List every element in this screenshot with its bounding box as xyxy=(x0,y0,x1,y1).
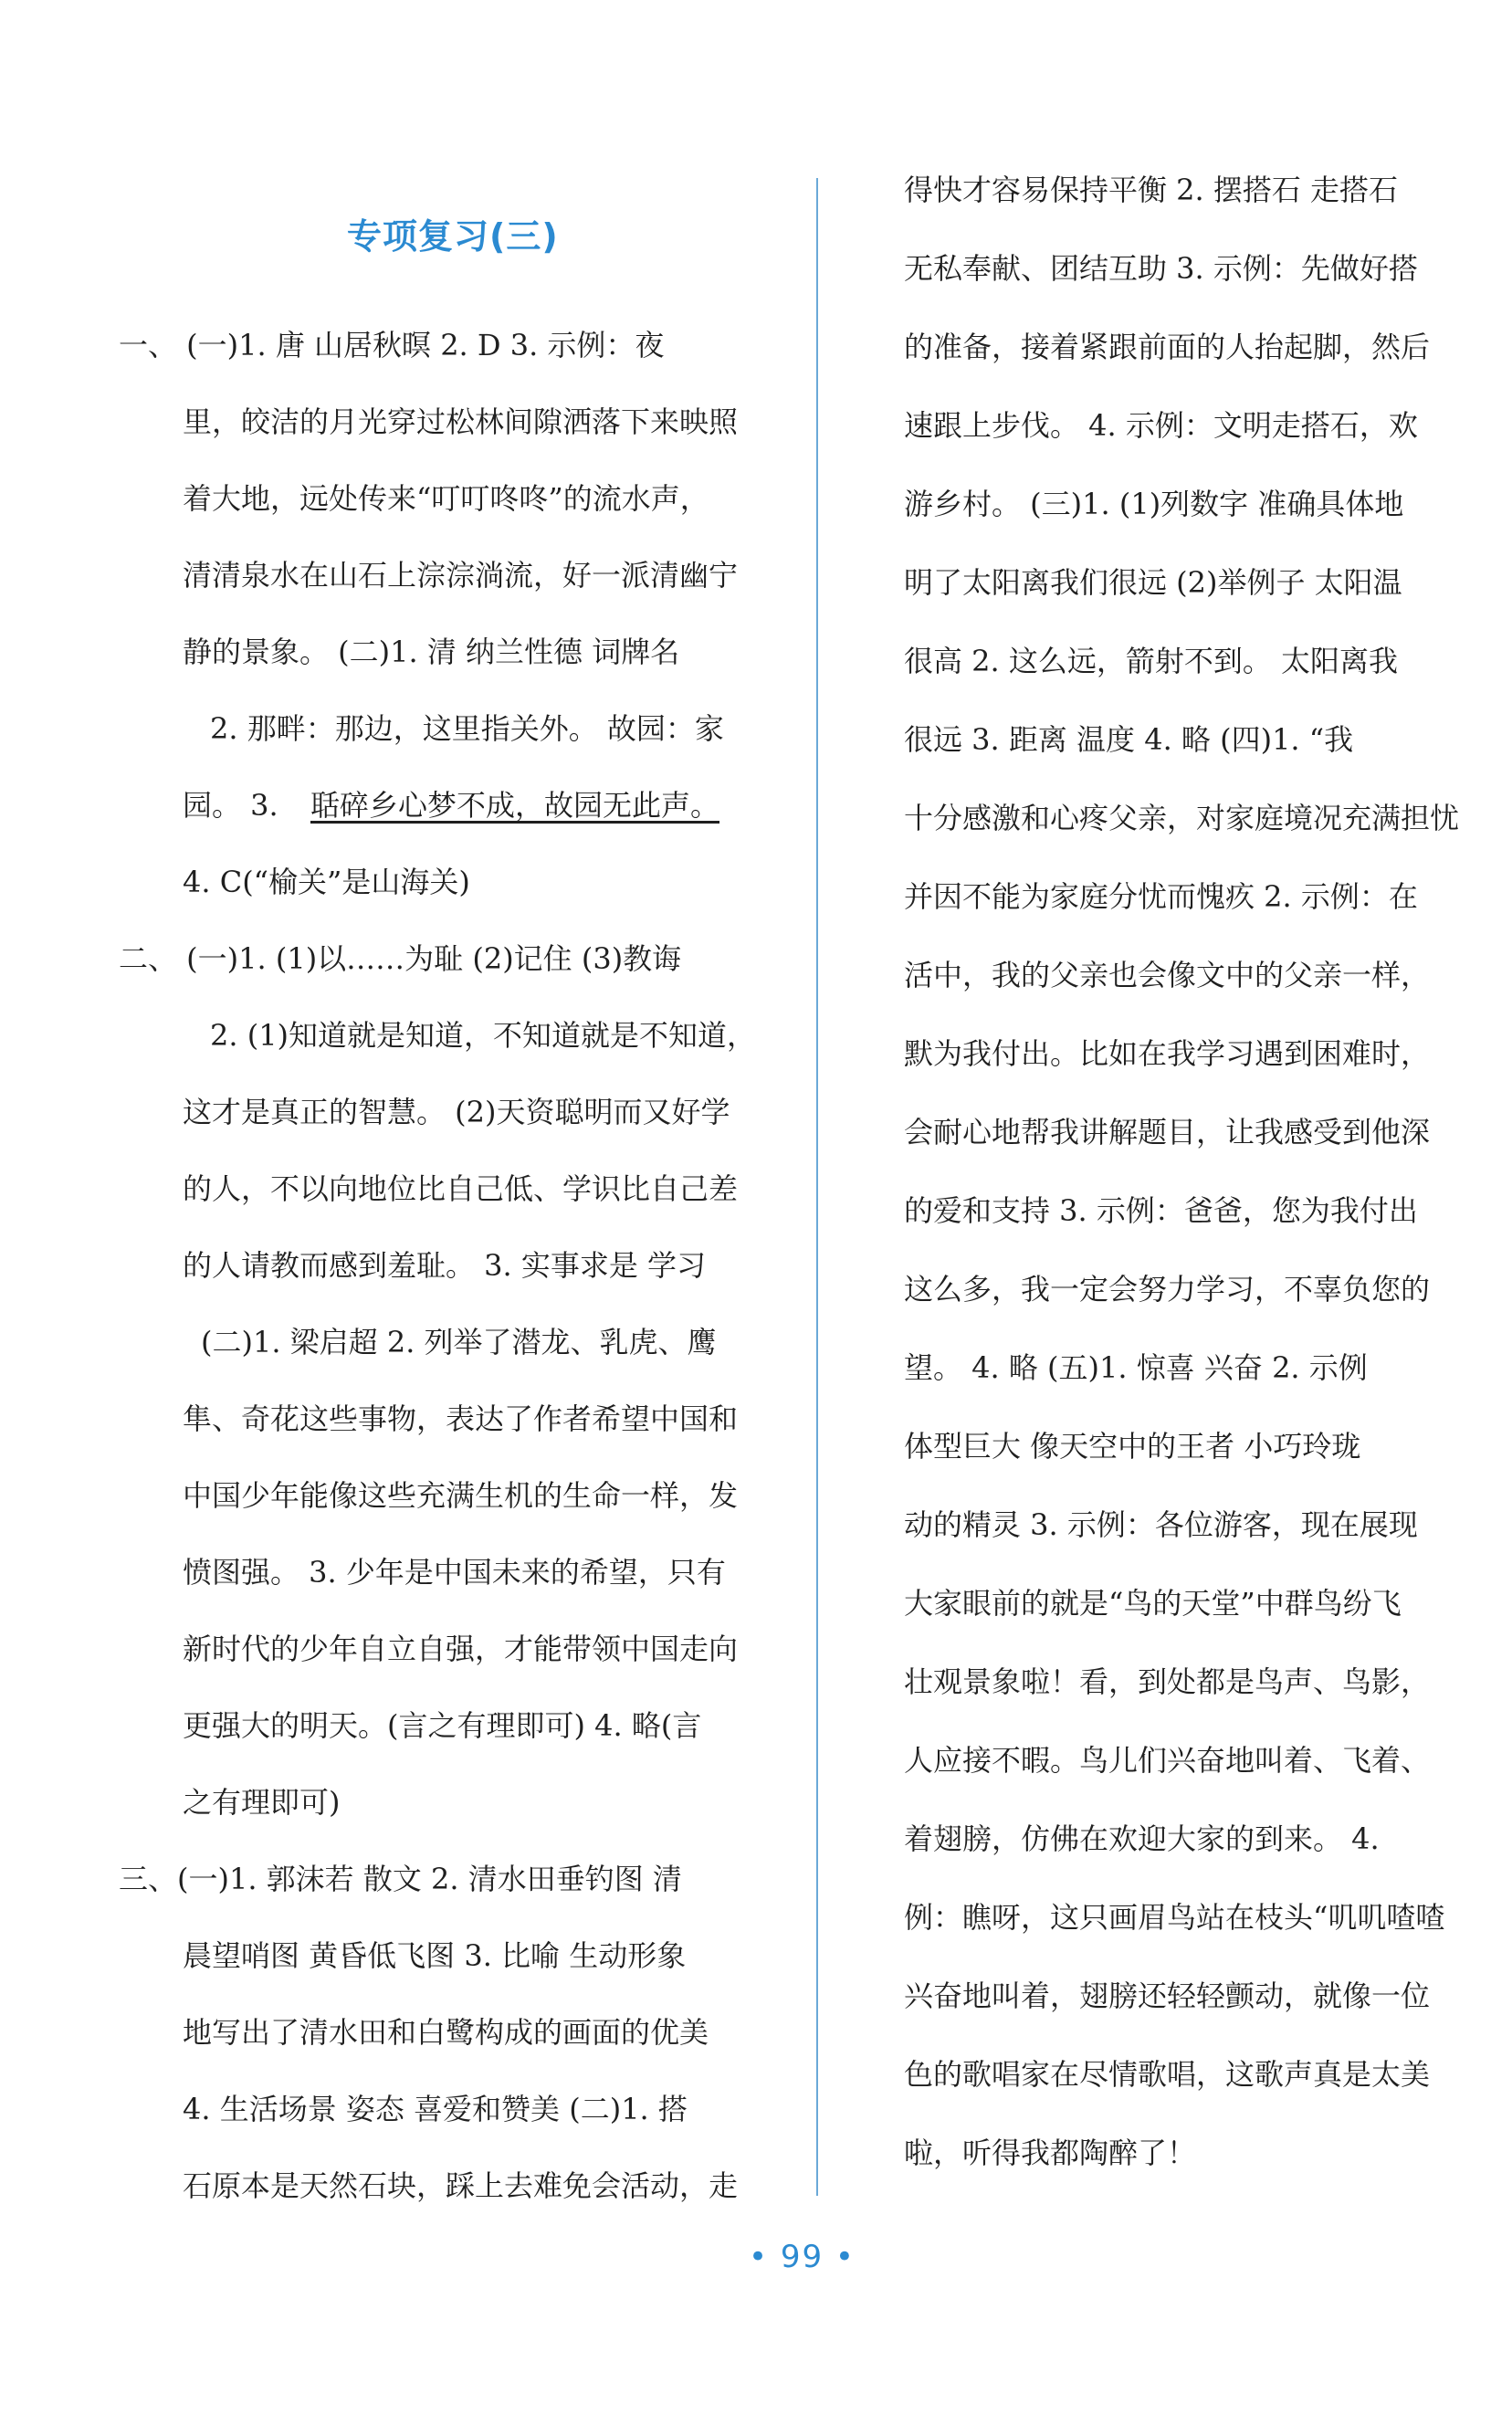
text-line: 2. (1)知道就是知道，不知道就是不知道， xyxy=(210,1018,757,1053)
text-line: (二)1. 梁启超 2. 列举了潜龙、乳虎、鹰 xyxy=(201,1325,717,1359)
text-line: 之有理即可) xyxy=(183,1785,341,1820)
text-line: 速跟上步伐。 4. 示例：文明走搭石，欢 xyxy=(904,408,1418,443)
text-line: 大家眼前的就是“鸟的天堂”中群鸟纷飞 xyxy=(904,1586,1402,1621)
text-line: 无私奉献、团结互助 3. 示例：先做好搭 xyxy=(904,251,1418,286)
text-line: 很高 2. 这么远，箭射不到。 太阳离我 xyxy=(904,644,1399,678)
text-line: 隼、奇花这些事物，表达了作者希望中国和 xyxy=(183,1401,739,1436)
text-line: 会耐心地帮我讲解题目，让我感受到他深 xyxy=(904,1115,1431,1149)
text-line: 的人请教而感到羞耻。 3. 实事求是 学习 xyxy=(183,1248,707,1283)
text-line: 4. C(“榆关”是山海关) xyxy=(183,865,470,899)
text-line: 壮观景象啦！看，到处都是鸟声、鸟影， xyxy=(904,1664,1431,1699)
text-line: 更强大的明天。(言之有理即可) 4. 略(言 xyxy=(183,1708,702,1743)
text-line: 游乡村。 (三)1. (1)列数字 准确具体地 xyxy=(904,487,1404,521)
text-line: 地写出了清水田和白鹭构成的画面的优美 xyxy=(183,2015,709,2050)
text-line: 兴奋地叫着，翅膀还轻轻颤动，就像一位 xyxy=(904,1978,1431,2013)
text-line: 默为我付出。比如在我学习遇到困难时， xyxy=(904,1036,1431,1071)
text-line: 二、 (一)1. (1)以……为耻 (2)记住 (3)教诲 xyxy=(119,941,682,976)
column-divider xyxy=(816,178,818,2196)
text-line: 并因不能为家庭分忧而愧疚 2. 示例：在 xyxy=(904,879,1418,914)
text-line: 的爱和支持 3. 示例：爸爸，您为我付出 xyxy=(904,1193,1418,1228)
text-line: 的准备，接着紧跟前面的人抬起脚，然后 xyxy=(904,330,1431,364)
text-line: 这么多，我一定会努力学习，不辜负您的 xyxy=(904,1272,1431,1307)
text-line: 着翅膀，仿佛在欢迎大家的到来。 4. xyxy=(904,1821,1380,1856)
text-line: 4. 生活场景 姿态 喜爱和赞美 (二)1. 搭 xyxy=(183,2092,688,2126)
text-line: 色的歌唱家在尽情歌唱，这歌声真是太美 xyxy=(904,2057,1431,2092)
page-gutter xyxy=(1461,0,1512,2414)
text-line: 得快才容易保持平衡 2. 摆搭石 走搭石 xyxy=(904,173,1399,207)
text-line: 着大地，远处传来“叮叮咚咚”的流水声， xyxy=(183,481,709,516)
page-number: • 99 • xyxy=(749,2239,856,2275)
text-line: 晨望哨图 黄昏低飞图 3. 比喻 生动形象 xyxy=(183,1938,687,1973)
text-line: 中国少年能像这些充满生机的生命一样，发 xyxy=(183,1478,739,1513)
text-line: 愤图强。 3. 少年是中国未来的希望，只有 xyxy=(183,1555,726,1590)
text-line: 新时代的少年自立自强，才能带领中国走向 xyxy=(183,1632,739,1666)
text-line: 石原本是天然石块，踩上去难免会活动，走 xyxy=(183,2168,739,2203)
text-line: 这才是真正的智慧。 (2)天资聪明而又好学 xyxy=(183,1095,730,1129)
text-line: 动的精灵 3. 示例：各位游客，现在展现 xyxy=(904,1507,1418,1542)
text-line: 十分感激和心疼父亲，对家庭境况充满担忧 xyxy=(904,801,1460,835)
text-line: 啦，听得我都陶醉了！ xyxy=(904,2136,1197,2170)
text-line: 望。 4. 略 (五)1. 惊喜 兴奋 2. 示例 xyxy=(904,1350,1368,1385)
text-line: 2. 那畔：那边，这里指关外。 故园：家 xyxy=(210,711,724,746)
text-line: 园。 3. xyxy=(183,788,278,823)
text-line: 体型巨大 像天空中的王者 小巧玲珑 xyxy=(904,1429,1361,1464)
text-line: 活中，我的父亲也会像文中的父亲一样， xyxy=(904,958,1431,992)
text-line: 三、(一)1. 郭沫若 散文 2. 清水田垂钓图 清 xyxy=(119,1862,682,1896)
text-line: 清清泉水在山石上淙淙淌流，好一派清幽宁 xyxy=(183,558,739,593)
text-line: 的人，不以向地位比自己低、学识比自己差 xyxy=(183,1171,739,1206)
page-title: 专项复习(三) xyxy=(347,216,559,257)
text-line: 明了太阳离我们很远 (2)举例子 太阳温 xyxy=(904,565,1402,600)
text-line: 里，皎洁的月光穿过松林间隙洒落下来映照 xyxy=(183,404,739,439)
text-line: 例：瞧呀，这只画眉鸟站在枝头“叽叽喳喳 xyxy=(904,1900,1445,1935)
text-line: 静的景象。 (二)1. 清 纳兰性德 词牌名 xyxy=(183,635,680,669)
text-line: 人应接不暇。鸟儿们兴奋地叫着、飞着、 xyxy=(904,1743,1431,1778)
underlined-answer: 聒碎乡心梦不成，故园无此声。 xyxy=(310,788,720,823)
text-line: 很远 3. 距离 温度 4. 略 (四)1. “我 xyxy=(904,722,1354,757)
text-line: 一、 (一)1. 唐 山居秋暝 2. D 3. 示例：夜 xyxy=(119,328,665,362)
